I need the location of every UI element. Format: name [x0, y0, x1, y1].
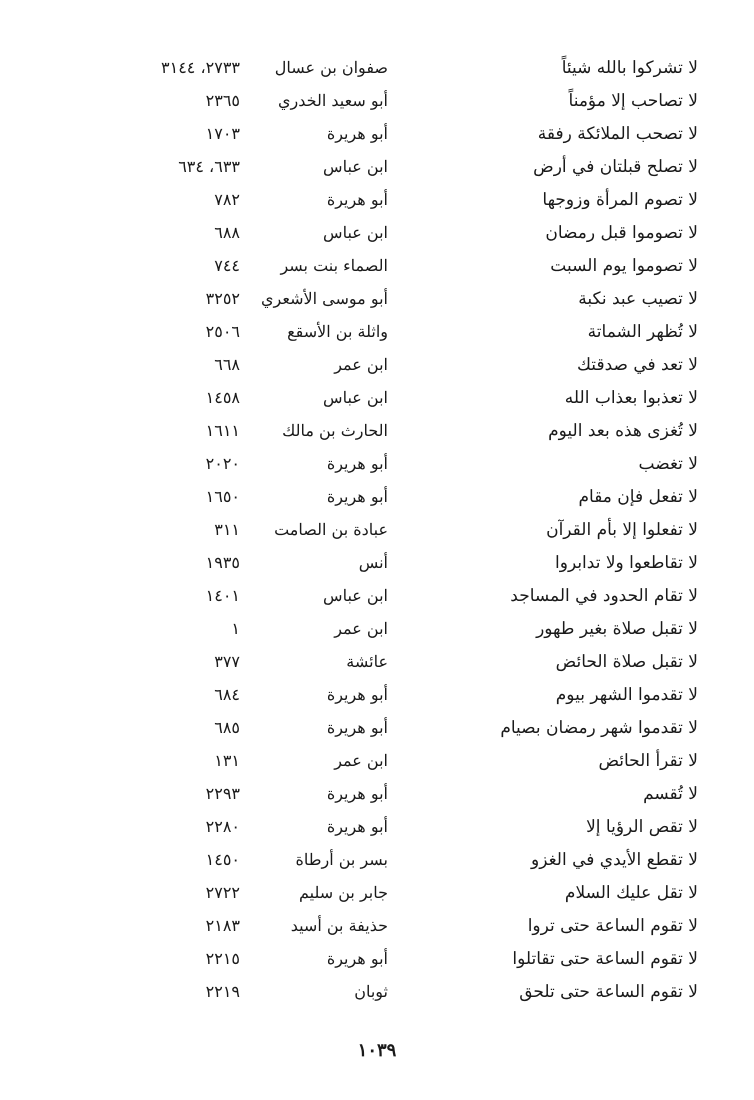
narrator-name: جابر بن سليم [298, 883, 388, 902]
narrator-name: ابن عباس [323, 388, 388, 407]
hadith-text: لا تقام الحدود في المساجد [510, 586, 698, 606]
hadith-text: لا تقوم الساعة حتى تروا [527, 916, 698, 936]
hadith-text: لا تشركوا بالله شيئاً [561, 58, 698, 78]
hadith-reference-numbers: ١٤٥٠ [205, 850, 240, 869]
index-row [0, 879, 754, 912]
index-row [0, 747, 754, 780]
index-row [0, 648, 754, 681]
hadith-text: لا تصوموا يوم السبت [550, 256, 698, 276]
hadith-reference-numbers: ١٦٥٠ [205, 487, 240, 506]
hadith-reference-numbers: ٢٧٣٣، ٣١٤٤ [161, 58, 240, 77]
hadith-text: لا تقاطعوا ولا تدابروا [555, 553, 698, 573]
index-row [0, 120, 754, 153]
hadith-reference-numbers: ١٩٣٥ [205, 553, 240, 572]
index-row [0, 978, 754, 1011]
hadith-reference-numbers: ٦٨٥ [214, 718, 240, 737]
narrator-name: أبو موسى الأشعري [261, 289, 388, 308]
hadith-text: لا تقرأ الحائض [598, 751, 698, 771]
index-row [0, 285, 754, 318]
hadith-text: لا تقبل صلاة الحائض [555, 652, 698, 672]
hadith-text: لا تفعل فإن مقام [578, 487, 698, 507]
hadith-reference-numbers: ٣٧٧ [214, 652, 240, 671]
index-row [0, 945, 754, 978]
hadith-text: لا تقوم الساعة حتى تقاتلوا [512, 949, 698, 969]
hadith-text: لا تصيب عبد نكبة [578, 289, 698, 309]
hadith-text: لا تقل عليك السلام [564, 883, 698, 903]
index-row [0, 450, 754, 483]
narrator-name: ابن عباس [323, 223, 388, 242]
hadith-reference-numbers: ٢٢١٩ [205, 982, 240, 1001]
hadith-text: لا تقطع الأيدي في الغزو [530, 850, 698, 870]
hadith-reference-numbers: ٢٢١٥ [205, 949, 240, 968]
narrator-name: ابن عمر [334, 751, 388, 770]
index-row [0, 615, 754, 648]
hadith-text: لا تصوم المرأة وزوجها [542, 190, 698, 210]
hadith-text: لا تعد في صدقتك [576, 355, 698, 375]
hadith-reference-numbers: ٢٥٠٦ [205, 322, 240, 341]
narrator-name: أبو هريرة [326, 817, 388, 836]
narrator-name: الحارث بن مالك [282, 421, 388, 440]
index-row [0, 516, 754, 549]
narrator-name: أبو هريرة [326, 190, 388, 209]
hadith-text: لا تصاحب إلا مؤمناً [568, 91, 698, 111]
index-row [0, 384, 754, 417]
hadith-text: لا تصحب الملائكة رفقة [537, 124, 698, 144]
narrator-name: واثلة بن الأسقع [287, 322, 388, 341]
hadith-text: لا تُقسم [643, 784, 698, 804]
hadith-text: لا تغضب [638, 454, 698, 474]
hadith-reference-numbers: ٢٣٦٥ [205, 91, 240, 110]
hadith-reference-numbers: ٧٤٤ [214, 256, 240, 275]
hadith-reference-numbers: ١٣١ [214, 751, 240, 770]
narrator-name: ابن عباس [323, 586, 388, 605]
hadith-text: لا تصلح قبلتان في أرض [533, 157, 698, 177]
narrator-name: صفوان بن عسال [274, 58, 388, 77]
narrator-name: أبو سعيد الخدري [278, 91, 388, 110]
narrator-name: حذيفة بن أسيد [290, 916, 388, 935]
narrator-name: ابن عباس [323, 157, 388, 176]
hadith-index-table [0, 54, 754, 1011]
narrator-name: ابن عمر [334, 355, 388, 374]
index-row [0, 87, 754, 120]
index-row [0, 846, 754, 879]
hadith-text: لا تُغزى هذه بعد اليوم [548, 421, 698, 441]
narrator-name: أبو هريرة [326, 124, 388, 143]
hadith-reference-numbers: ٢١٨٣ [205, 916, 240, 935]
index-row [0, 318, 754, 351]
hadith-reference-numbers: ٢٧٢٢ [205, 883, 240, 902]
index-row [0, 54, 754, 87]
hadith-text: لا تقص الرؤيا إلا [586, 817, 698, 837]
narrator-name: بسر بن أرطاة [295, 850, 388, 869]
index-row [0, 219, 754, 252]
index-row [0, 186, 754, 219]
index-row [0, 681, 754, 714]
hadith-reference-numbers: ١٤٠١ [205, 586, 240, 605]
index-row [0, 417, 754, 450]
hadith-reference-numbers: ٢٠٢٠ [205, 454, 240, 473]
hadith-reference-numbers: ٦٨٤ [214, 685, 240, 704]
hadith-text: لا تقوم الساعة حتى تلحق [519, 982, 698, 1002]
index-row [0, 252, 754, 285]
hadith-text: لا تقدموا شهر رمضان بصيام [500, 718, 698, 738]
index-row [0, 549, 754, 582]
index-row [0, 714, 754, 747]
narrator-name: أبو هريرة [326, 487, 388, 506]
narrator-name: أبو هريرة [326, 949, 388, 968]
hadith-reference-numbers: ١٦١١ [205, 421, 240, 440]
index-row [0, 780, 754, 813]
narrator-name: عبادة بن الصامت [274, 520, 388, 539]
index-row [0, 351, 754, 384]
hadith-reference-numbers: ١ [231, 619, 240, 638]
narrator-name: أبو هريرة [326, 454, 388, 473]
narrator-name: أبو هريرة [326, 718, 388, 737]
hadith-reference-numbers: ٣٢٥٢ [205, 289, 240, 308]
narrator-name: الصماء بنت بسر [280, 256, 388, 275]
hadith-reference-numbers: ٦٨٨ [214, 223, 240, 242]
page-number: ١٠٣٩ [357, 1040, 397, 1061]
hadith-reference-numbers: ٦٦٨ [214, 355, 240, 374]
hadith-reference-numbers: ١٧٠٣ [205, 124, 240, 143]
narrator-name: ابن عمر [334, 619, 388, 638]
index-row [0, 813, 754, 846]
hadith-text: لا تُظهر الشماتة [587, 322, 698, 342]
narrator-name: أبو هريرة [326, 685, 388, 704]
index-row [0, 153, 754, 186]
hadith-reference-numbers: ٧٨٢ [214, 190, 240, 209]
hadith-text: لا تصوموا قبل رمضان [545, 223, 698, 243]
hadith-reference-numbers: ٦٣٣، ٦٣٤ [178, 157, 240, 176]
hadith-text: لا تقبل صلاة بغير طهور [536, 619, 698, 639]
narrator-name: عائشة [346, 652, 388, 671]
index-row [0, 912, 754, 945]
narrator-name: أبو هريرة [326, 784, 388, 803]
index-row [0, 483, 754, 516]
narrator-name: أنس [358, 553, 388, 572]
narrator-name: ثوبان [354, 982, 388, 1001]
hadith-reference-numbers: ١٤٥٨ [205, 388, 240, 407]
hadith-reference-numbers: ٢٢٨٠ [205, 817, 240, 836]
hadith-text: لا تعذبوا بعذاب الله [564, 388, 698, 408]
hadith-reference-numbers: ٣١١ [214, 520, 240, 539]
index-row [0, 582, 754, 615]
hadith-reference-numbers: ٢٢٩٣ [205, 784, 240, 803]
hadith-text: لا تفعلوا إلا بأم القرآن [546, 520, 698, 540]
hadith-text: لا تقدموا الشهر بيوم [555, 685, 698, 705]
